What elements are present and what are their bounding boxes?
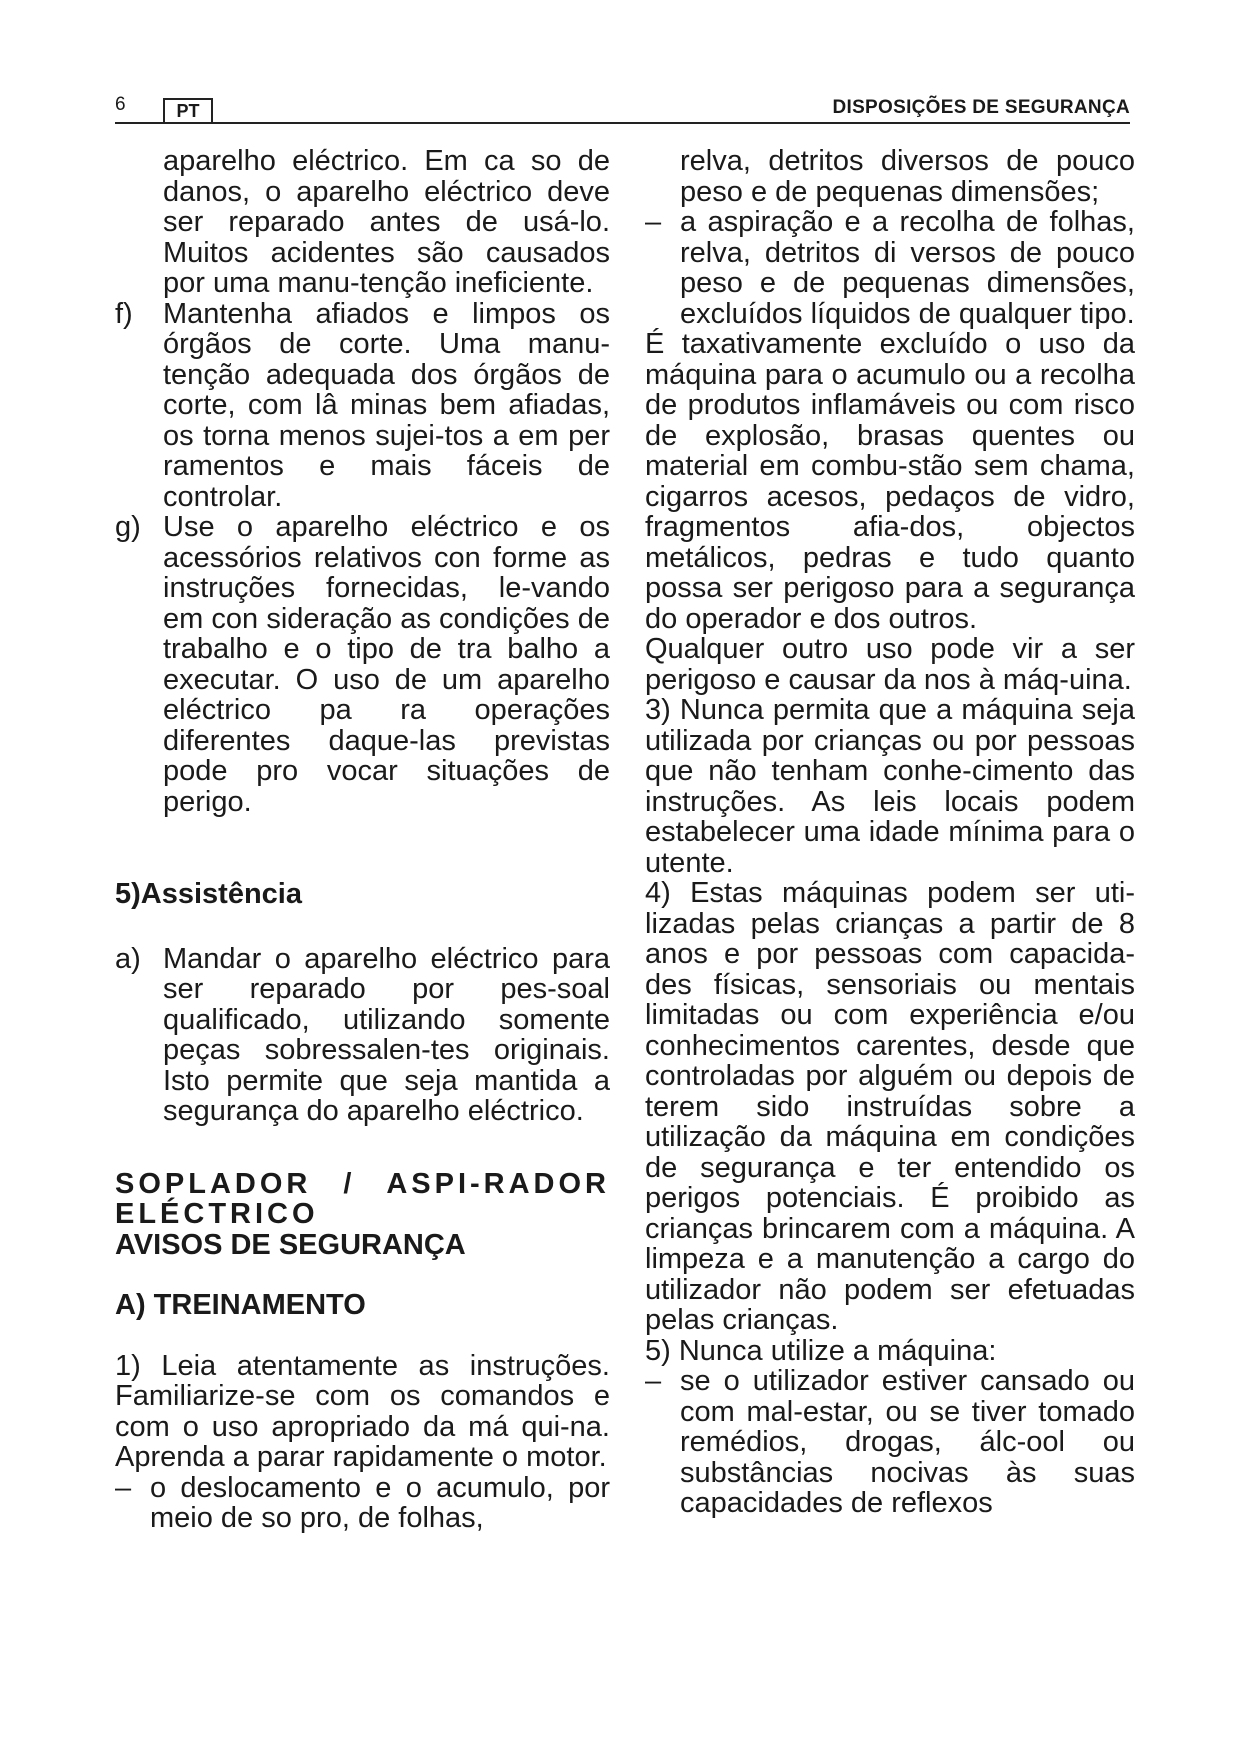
paragraph-4: 4) Estas máquinas podem ser uti-lizadas pelas crianças a partir de 8 anos e por pessoas com capacida-des físicas, sensoriais ou mentais limitadas ou com experiência e/ou conhecimentos carentes, desde que controladas por alguém ou depois de terem sido instruídas sobre a utilização da máquina em condições de segurança e ter entendido os perigos potenciais. É proibido as crianças brincarem com a máquina. A limpeza e a manutenção a cargo do utilizador não podem ser efetuadas pelas crianças. [645, 877, 1135, 1336]
item-text: Mandar o aparelho eléctrico para ser reparado por pes-soal qualificado, utilizando somente peças sobressalen-tes originais. Isto permite que seja mantida a segurança do aparelho eléctrico. [163, 942, 610, 1127]
dash-item-1 [115, 1473, 610, 1534]
dash-item-1-continuation: relva, detritos diversos de pouco peso e de pequenas dimensões; [680, 145, 1135, 208]
item-text: o deslocamento e o acumulo, por meio de so pro, de folhas, [150, 1471, 610, 1534]
left-column [115, 146, 610, 1534]
item-text: Use o aparelho eléctrico e os acessórios relativos con forme as instruções fornecidas, le-vando em con sideração as condições de trabalho e o tipo de tra balho a executar. O uso de um aparelho eléctrico pa ra operações diferentes daque-las previstas pode pro vocar situações de perigo. [163, 511, 610, 818]
dash-marker: – [115, 1471, 132, 1504]
item-marker: f) [115, 297, 133, 330]
safety-warnings-title: AVISOS DE SEGURANÇA [115, 1228, 466, 1261]
paragraph-3: 3) Nunca permita que a máquina seja utilizada por crianças ou por pessoas que não tenham conhe-cimento das instruções. As leis locais podem estabelecer uma idade mínima para o utente. [645, 694, 1135, 879]
right-column [645, 146, 1135, 1519]
training-heading: A) TREINAMENTO [115, 1289, 366, 1321]
item-text: a aspiração e a recolha de folhas, relva, detritos di versos de pouco peso e de pequenas dimensões, excluídos líquidos de qualquer tipo. [680, 206, 1135, 330]
page-header [115, 92, 1130, 124]
dash-item-3 [645, 1366, 1135, 1519]
list-item-g [115, 512, 610, 817]
item-marker: a) [115, 942, 141, 975]
item-text: se o utilizador estiver cansado ou com mal-estar, ou se tiver tomado remédios, drogas, álc-ool ou substâncias nocivas às suas capacidades de reflexos [680, 1365, 1135, 1519]
item-text: Mantenha afiados e limpos os órgãos de corte. Uma manu-tenção adequada dos órgãos de corte, com lâ minas bem afiadas, os torna menos sujei-tos a em per ramentos e mais fáceis de controlar. [163, 297, 610, 513]
language-badge: PT [163, 98, 213, 122]
paragraph-1: 1) Leia atentamente as instruções. Familiarize-se com os comandos e com o uso apropriado da má qui-na. Aprenda a parar rapidamente o motor. [115, 1349, 610, 1473]
item-marker: g) [115, 511, 141, 543]
dash-marker: – [645, 1365, 662, 1397]
section-title: DISPOSIÇÕES DE SEGURANÇA [832, 97, 1130, 118]
dash-marker: – [645, 206, 662, 238]
list-item-a [115, 944, 610, 1127]
other-use-paragraph: Qualquer outro uso pode vir a ser perigoso e causar da nos à máq-uina. [645, 633, 1135, 696]
page-number: 6 [115, 94, 126, 115]
dash-item-2 [645, 207, 1135, 329]
list-item-f [115, 299, 610, 513]
assistance-heading: 5)Assistência [115, 878, 302, 910]
exclusion-paragraph: É taxativamente excluído o uso da máquina para o acumulo ou a recolha de produtos inflamáveis ou com risco de explosão, brasas quentes ou material em combu-stão sem chama, cigarros acesos, pedaços de vidro, fragmentos afia-dos, objectos metálicos, pedras e tudo quanto possa ser perigoso para a segurança do operador e dos outros. [645, 328, 1135, 635]
product-title: SOPLADOR / ASPI-RADOR ELÉCTRICO [115, 1167, 610, 1230]
item-e-continuation: aparelho eléctrico. Em ca so de danos, o aparelho eléctrico deve ser reparado antes de usá-lo. Muitos acidentes são causados por uma manu-tenção ineficiente. [163, 145, 610, 299]
paragraph-5: 5) Nunca utilize a máquina: [645, 1334, 997, 1367]
